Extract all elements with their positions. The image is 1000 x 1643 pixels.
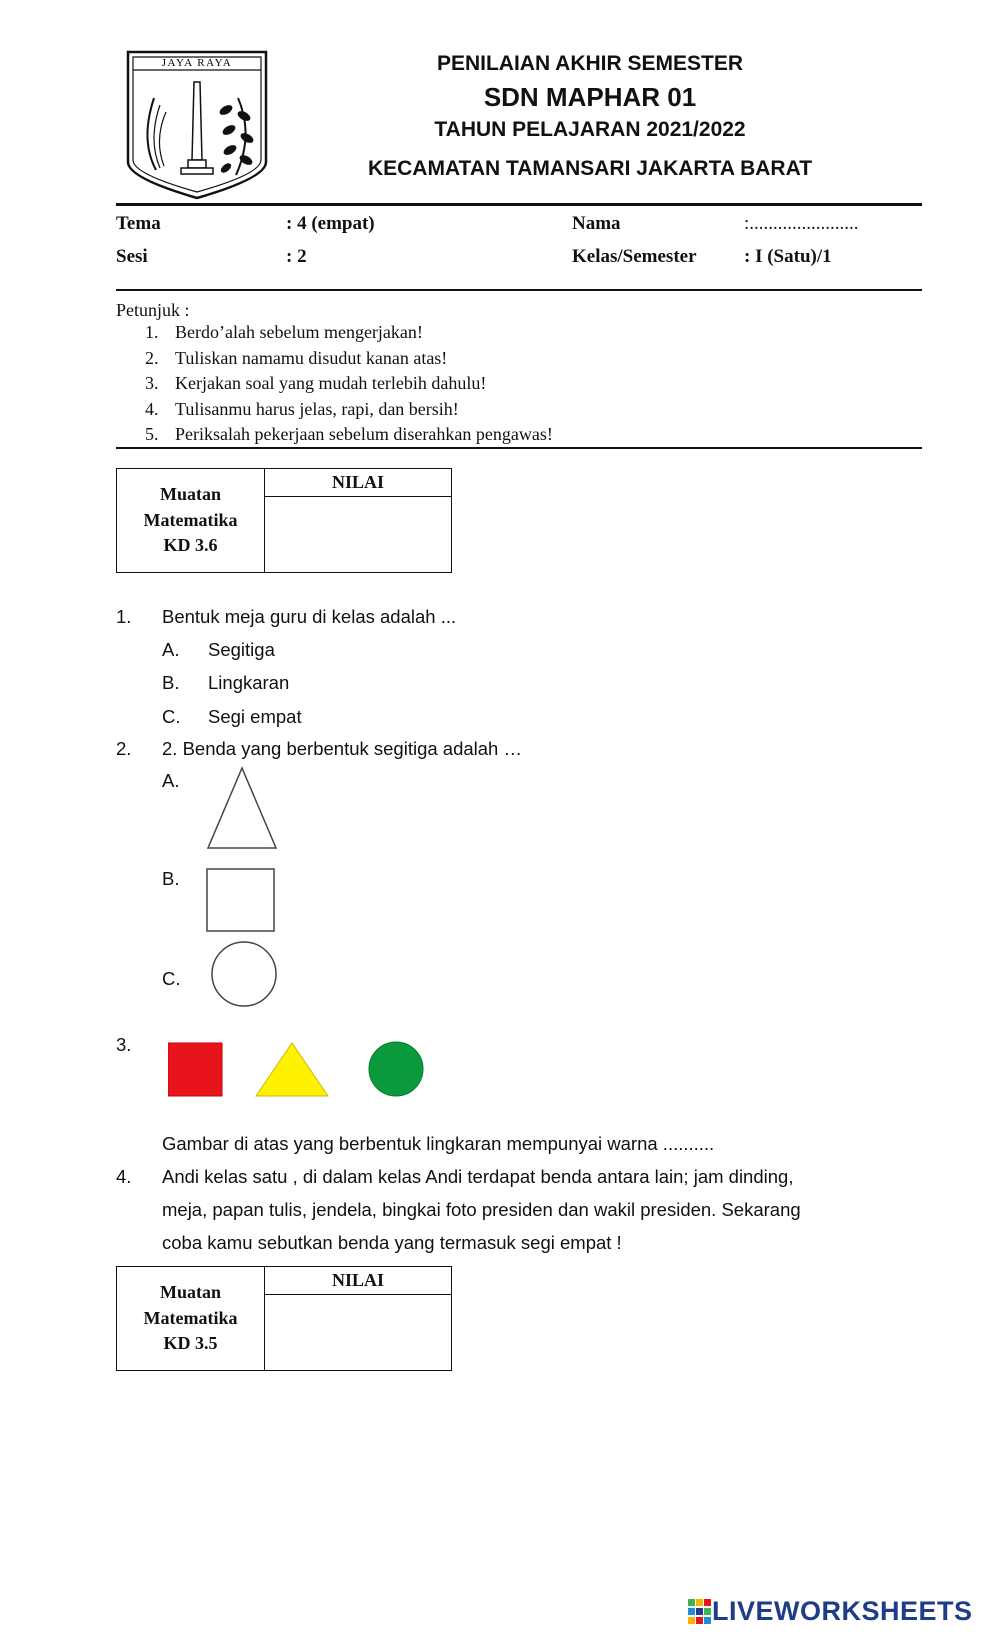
- q1-option-a-label[interactable]: A.: [162, 639, 180, 660]
- header-divider: [116, 203, 922, 206]
- grade-subject: Muatan Matematika KD 3.5: [117, 1267, 265, 1370]
- grade-nilai-header: NILAI: [265, 469, 451, 497]
- header-title-1: PENILAIAN AKHIR SEMESTER: [436, 52, 744, 75]
- q1-number: 1.: [116, 606, 132, 627]
- q3-shapes: [168, 1040, 428, 1098]
- q1-option-b-text[interactable]: Lingkaran: [208, 672, 290, 693]
- q2-square-outline[interactable]: [206, 868, 276, 932]
- sesi-value: : 2: [286, 246, 307, 267]
- liveworksheets-text: LIVEWORKSHEETS: [712, 1596, 973, 1626]
- grade-box-kd36: [116, 468, 452, 573]
- emblem-text: JAYA RAYA: [161, 57, 233, 69]
- q2-text: 2. Benda yang berbentuk segitiga adalah …: [162, 738, 522, 759]
- list-item: 3. Kerjakan soal yang mudah terlebih dahulu!: [145, 373, 487, 393]
- tema-label: Tema: [116, 213, 161, 234]
- header-year: TAHUN PELAJARAN 2021/2022: [434, 118, 746, 141]
- q2-option-c-label[interactable]: C.: [162, 968, 181, 989]
- q4-number: 4.: [116, 1166, 132, 1187]
- grade-subject: Muatan Matematika KD 3.6: [117, 469, 265, 572]
- list-item: 2. Tuliskan namamu disudut kanan atas!: [145, 347, 448, 368]
- q1-option-c-text[interactable]: Segi empat: [208, 706, 302, 727]
- q2-option-a-label[interactable]: A.: [162, 770, 180, 791]
- header-district: KECAMATAN TAMANSARI JAKARTA BARAT: [367, 157, 813, 180]
- q2-circle-outline[interactable]: [210, 940, 278, 1008]
- yellow-triangle: [256, 1043, 328, 1096]
- info-divider: [116, 289, 922, 291]
- list-item: 1. Berdo’alah sebelum mengerjakan!: [145, 322, 423, 342]
- list-item: 4. Tulisanmu harus jelas, rapi, dan bersih!: [145, 398, 459, 419]
- liveworksheets-grid-icon: [688, 1599, 712, 1625]
- petunjuk-divider: [116, 447, 922, 449]
- q4-text-line2: meja, papan tulis, jendela, bingkai foto presiden dan wakil presiden. Sekarang: [162, 1199, 801, 1220]
- q3-number: 3.: [116, 1034, 132, 1055]
- school-emblem: [126, 50, 268, 200]
- petunjuk-list: [145, 322, 553, 450]
- sesi-label: Sesi: [116, 246, 148, 267]
- red-square: [168, 1043, 222, 1096]
- q2-option-b-label[interactable]: B.: [162, 868, 180, 889]
- nama-field[interactable]: :.......................: [744, 213, 859, 234]
- kelas-label: Kelas/Semester: [572, 246, 697, 267]
- q4-text-line3: coba kamu sebutkan benda yang termasuk segi empat !: [162, 1232, 622, 1253]
- q2-triangle-outline[interactable]: [206, 766, 278, 850]
- q1-option-b-label[interactable]: B.: [162, 672, 180, 693]
- header-school-name: SDN MAPHAR 01: [483, 82, 697, 112]
- grade-box-kd35: [116, 1266, 452, 1371]
- kelas-value: : I (Satu)/1: [744, 246, 832, 267]
- q1-option-c-label[interactable]: C.: [162, 706, 181, 727]
- q1-text: Bentuk meja guru di kelas adalah ...: [162, 606, 457, 627]
- tema-value: : 4 (empat): [286, 213, 375, 234]
- q3-text: Gambar di atas yang berbentuk lingkaran mempunyai warna ..........: [162, 1133, 715, 1154]
- liveworksheets-logo[interactable]: [688, 1596, 973, 1627]
- petunjuk-title: Petunjuk :: [116, 300, 190, 320]
- q2-number: 2.: [116, 738, 132, 759]
- q4-text-line1: Andi kelas satu , di dalam kelas Andi terdapat benda antara lain; jam dinding,: [162, 1166, 794, 1187]
- q1-option-a-text[interactable]: Segitiga: [208, 639, 275, 660]
- list-item: 5. Periksalah pekerjaan sebelum diserahkan pengawas!: [145, 424, 553, 444]
- nama-label: Nama: [572, 213, 621, 234]
- grade-nilai-header: NILAI: [265, 1267, 451, 1295]
- green-circle: [369, 1042, 423, 1096]
